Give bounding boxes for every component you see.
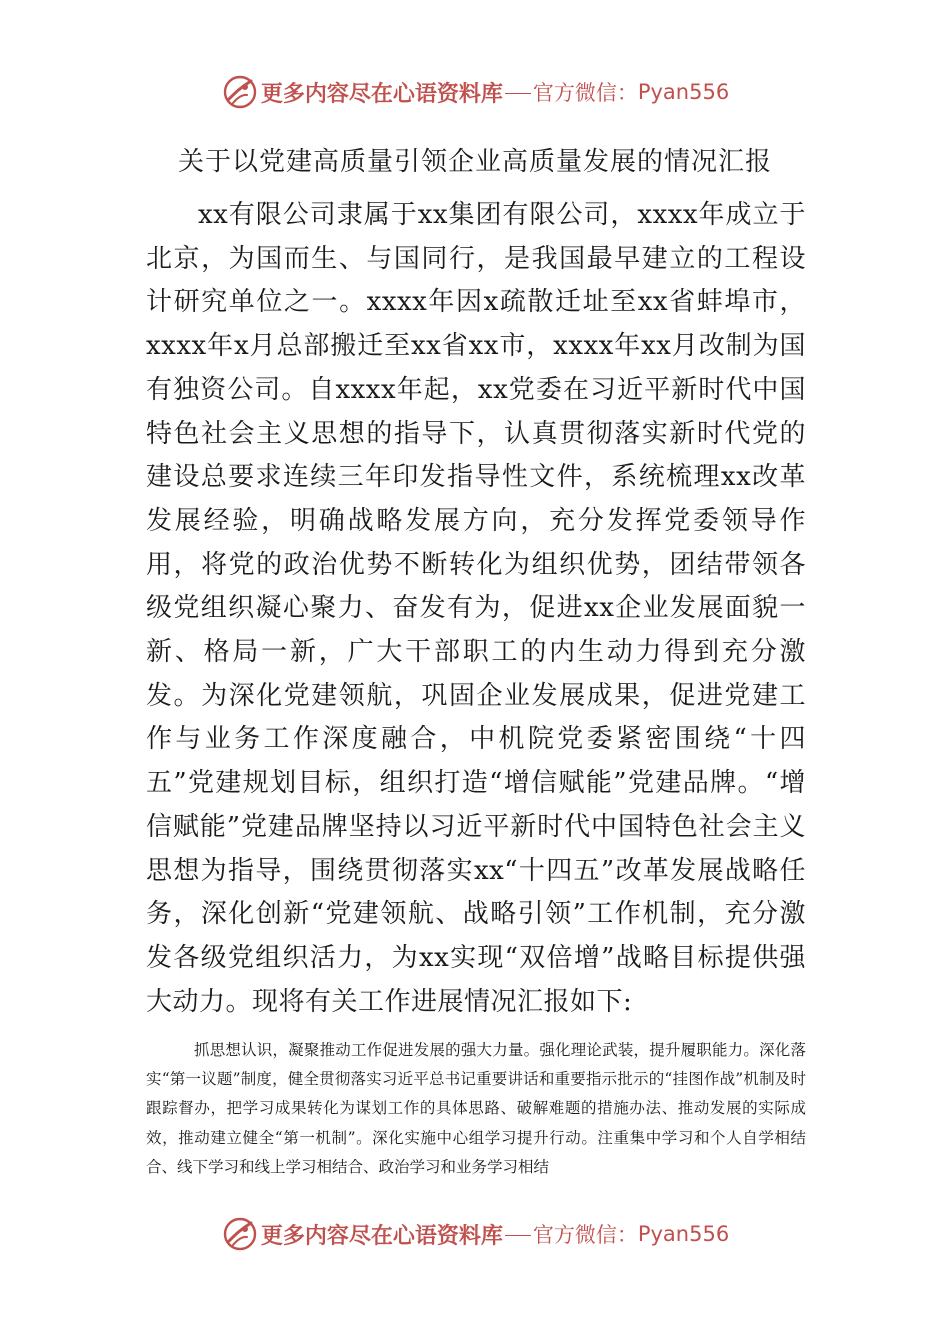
banner-contact-handle: Pyan556 (637, 80, 730, 104)
banner-contact-handle: Pyan556 (637, 1222, 730, 1246)
document-title: 关于以党建高质量引领企业高质量发展的情况汇报 (177, 147, 772, 177)
intro-paragraph: xx有限公司隶属于xx集团有限公司，xxxx年成立于北京，为国而生、与国同行，是我国最早建立的工程设计研究单位之一。xxxx年因x疏散迁址至xx省蚌埠市，xxxx年x月总部搬迁至xx省xx市，xxxx年xx月改制为国有独资公司。自xxxx年起，xx党委在习近平新时代中国特色社会主义思想的指导下，认真贯彻落实新时代党的建设总要求连续三年印发指导性文件，系统梳理xx改革发展经验，明确战略发展方向，充分发挥党委领导作用，将党的政治优势不断转化为组织优势，团结带领各级党组织凝心聚力、奋发有为，促进xx企业发展面貌一新、格局一新，广大干部职工的内生动力得到充分激发。为深化党建领航，巩固企业发展成果，促进党建工作与业务工作深度融合，中机院党委紧密围绕“十四五”党建规划目标，组织打造“增信赋能”党建品牌。“增信赋能”党建品牌坚持以习近平新时代中国特色社会主义思想为指导，围绕贯彻落实xx“十四五”改革发展战略任务，深化创新“党建领航、战略引领”工作机制，充分激发各级党组织活力，为xx实现“双倍增”战略目标提供强大动力。现将有关工作进展情况汇报如下: (146, 200, 806, 1017)
banner-contact-label: 官方微信： (532, 1223, 638, 1247)
banner-brand-text: 更多内容尽在心语资料库 (260, 1222, 503, 1249)
banner-contact-label: 官方微信： (532, 81, 638, 105)
banner-dash (505, 1235, 531, 1236)
banner-brand-text: 更多内容尽在心语资料库 (260, 80, 503, 107)
section-paragraph: 抓思想认识，凝聚推动工作促进发展的强大力量。强化理论武装，提升履职能力。深化落实“第一议题”制度，健全贯彻落实习近平总书记重要讲话和重要指示批示的“挂图作战”机制及时跟踪督办，把学习成果转化为谋划工作的具体思路、破解难题的措施办法、推动发展的实际成效，推动建立健全“第一机制”。深化实施中心组学习提升行动。注重集中学习和个人自学相结合、线下学习和线上学习相结合、政治学习和业务学习相结 (146, 1041, 806, 1176)
footer-banner (0, 1212, 950, 1256)
banner-dash (505, 93, 531, 94)
brand-logo-icon (221, 1215, 259, 1253)
header-banner (0, 70, 950, 114)
brand-logo-icon (221, 73, 259, 111)
